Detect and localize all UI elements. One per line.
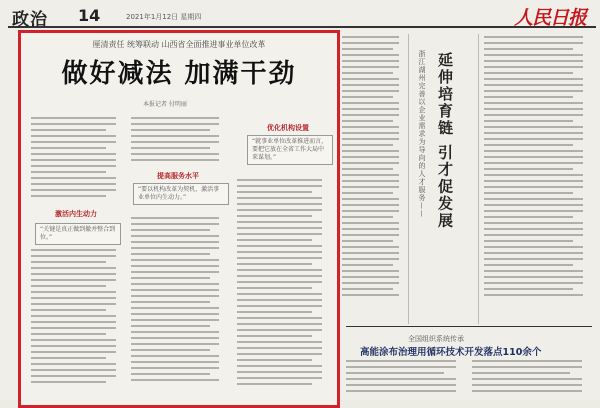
text-column-2b	[131, 217, 227, 385]
quote-box-1: “就事业单位改革推进而言，要把它放在全省工作大局中来谋划。”	[247, 135, 333, 165]
subhead-3: 提高服务水平	[157, 172, 199, 180]
column-divider	[408, 34, 409, 324]
masthead-logo: 人民日报	[513, 7, 586, 29]
text-column-1	[31, 117, 123, 201]
article-separator	[346, 326, 592, 327]
subhead-2: 激活内生动力	[55, 210, 97, 218]
main-article[interactable]	[18, 30, 340, 408]
quote-box-2: “关键是真正做到撤并整合到位。”	[35, 223, 121, 245]
text-column-2	[131, 117, 227, 165]
column-divider	[478, 34, 479, 324]
right-text-column-2	[484, 36, 592, 300]
bottom-text-column	[346, 360, 466, 396]
side-article-headline[interactable]: 延伸培育链 引才促发展	[436, 52, 454, 230]
bottom-text-column-2	[472, 360, 592, 396]
right-text-column	[342, 36, 404, 300]
article-headline: 做好减法 加满干劲	[61, 59, 297, 89]
quote-box-3: “要以机构改革为契机，激活事业单位内生动力。”	[133, 183, 229, 205]
section-name: 政治	[12, 10, 48, 30]
text-column-1b	[31, 249, 123, 387]
page-number: 14	[78, 6, 101, 25]
text-column-3	[237, 179, 329, 389]
article-byline: 本报记者 付明丽	[143, 101, 187, 108]
page-header	[8, 4, 596, 28]
bottom-article-headline[interactable]: 高能涂布治理用循环技术开发落点110余个	[360, 347, 542, 358]
side-article-kicker: 浙江湖州完善以企业需求为导向的人才服务——	[418, 50, 426, 218]
article-kicker: 厘清责任 统筹联动 山西省全面推进事业单位改革	[92, 40, 266, 49]
date-line: 2021年1月12日 星期四	[126, 13, 202, 21]
subhead-1: 优化机构设置	[267, 124, 309, 132]
bottom-article-kicker: 全国组织系统传承	[408, 335, 464, 343]
